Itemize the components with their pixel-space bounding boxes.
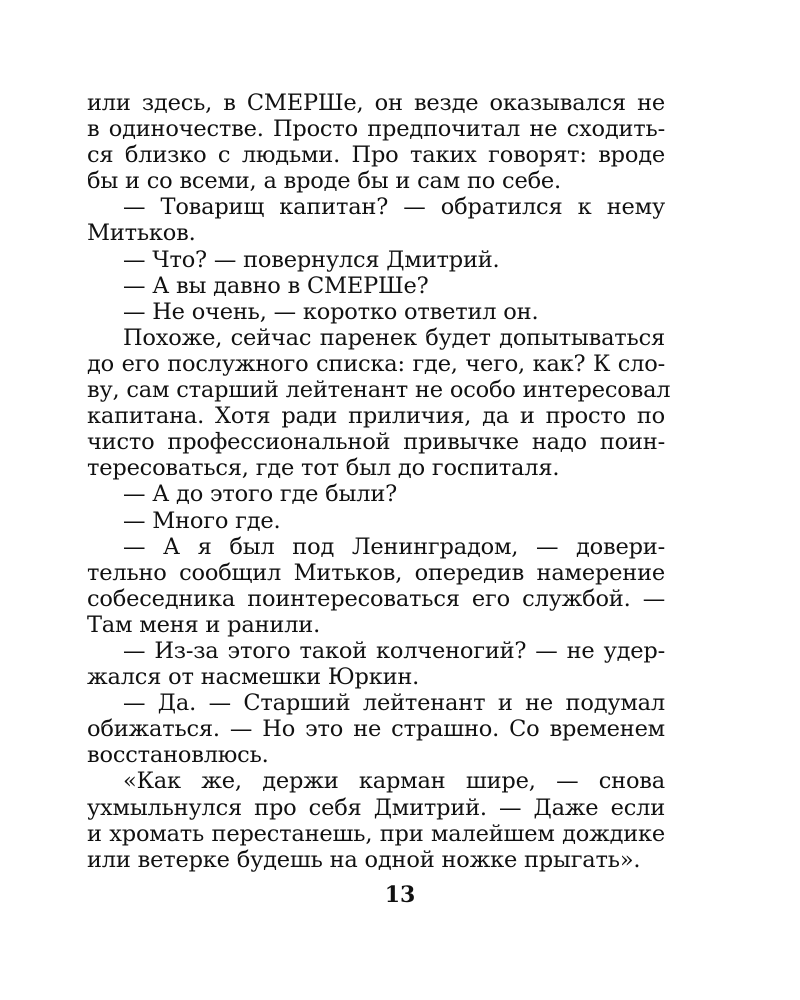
text-line: чисто профессиональной привычке надо поин- — [87, 429, 665, 456]
text-line: обижаться. — Но это не страшно. Со временем — [87, 716, 665, 743]
page-number: 13 — [384, 882, 416, 908]
text-line: в одиночестве. Просто предпочитал не сходить- — [87, 116, 665, 143]
text-line: — Что? — повернулся Дмитрий. — [123, 246, 500, 273]
text-line: или здесь, в СМЕРШе, он везде оказывался не — [87, 90, 665, 116]
text-line: — Много где. — [123, 507, 281, 534]
text-line: Там меня и ранили. — [87, 611, 321, 638]
text-line: Митьков. — [87, 220, 196, 247]
text-line: — Товарищ капитан? — обратился к нему — [123, 194, 665, 221]
text-line: ухмыльнулся про себя Дмитрий. — Даже если — [87, 794, 665, 821]
text-line: ся близко с людьми. Про таких говорят: вроде — [87, 142, 665, 169]
text-line: — Из-за этого такой колченогий? — не удер- — [123, 637, 665, 664]
text-line: ву, сам старший лейтенант не особо интересовал — [87, 377, 671, 404]
text-line: «Как же, держи карман шире, — снова — [123, 768, 665, 795]
text-line: тересоваться, где тот был до госпиталя. — [87, 455, 560, 482]
text-line: собеседника поинтересоваться его службой. — — [87, 585, 665, 612]
text-line: — А я был под Ленинградом, — довери- — [123, 533, 665, 560]
text-line: — А до этого где были? — [123, 481, 397, 508]
text-line: Похоже, сейчас паренек будет допытываться — [123, 324, 665, 351]
text-line: или ветерке будешь на одной ножке прыгать». — [87, 846, 641, 873]
text-line: капитана. Хотя ради приличия, да и просто по — [87, 403, 665, 430]
text-line: — Да. — Старший лейтенант и не подумал — [123, 690, 665, 717]
text-line: жался от насмешки Юркин. — [87, 664, 420, 691]
page-body-text — [87, 90, 671, 873]
text-line: — А вы давно в СМЕРШе? — [123, 272, 429, 299]
text-line: — Не очень, — коротко ответил он. — [123, 298, 539, 325]
text-line: восстановлюсь. — [87, 742, 269, 769]
text-line: до его послужного списка: где, чего, как? К сло- — [87, 350, 665, 377]
text-line: бы и со всеми, а вроде бы и сам по себе. — [87, 168, 561, 195]
text-line: тельно сообщил Митьков, опередив намерение — [87, 559, 665, 586]
text-line: и хромать перестанешь, при малейшем дождике — [87, 820, 665, 847]
